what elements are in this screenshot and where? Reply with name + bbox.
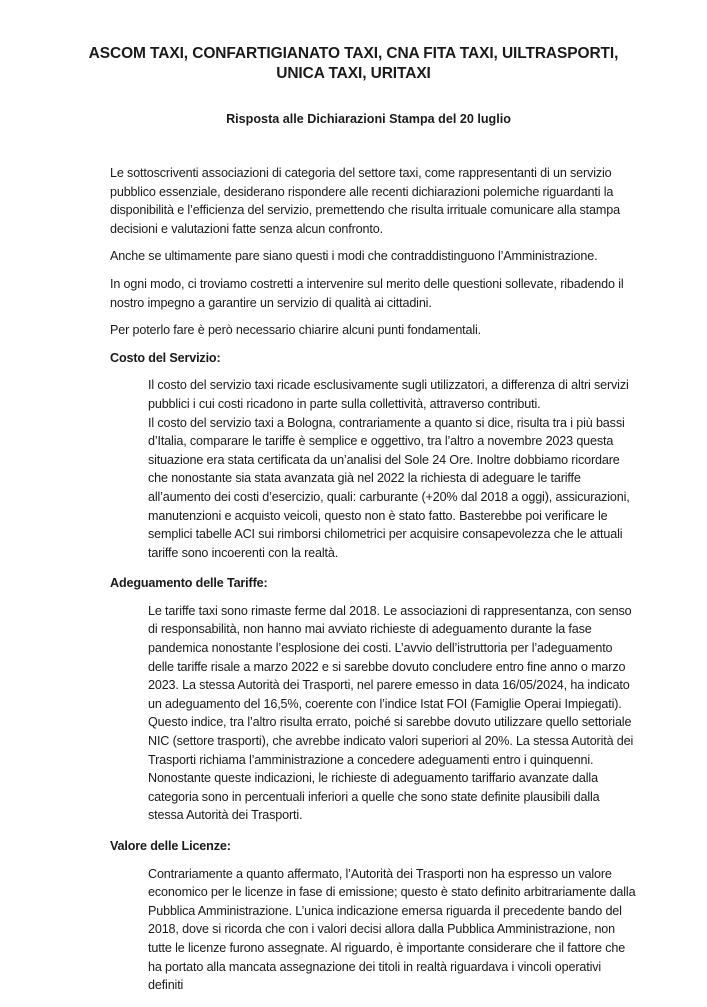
section-content [148, 376, 638, 562]
section-costo-servizio [110, 349, 630, 563]
intro-paragraph-1: Le sottoscriventi associazioni di categoria del settore taxi, come rappresentanti di un servizio pubblico essenziale, desiderano rispondere alle recenti dichiarazioni polemiche riguardanti la disponibilità e l’efficienza del servizio, premettendo che risulta irrituale comunicare alla stampa decisioni e valutazioni fatte senza alcun confronto. [110, 166, 620, 236]
section-paragraph: Le tariffe taxi sono rimaste ferme dal 2018. Le associazioni di rappresentanza, con senso di responsabilità, non hanno mai avviato richieste di adeguamento durante la fase pandemica nonostante l’esplosione dei costi. L’avvio dell’istruttoria per l’adeguamento delle tariffe risale a marzo 2022 e si sarebbe dovuto concludere entro fine anno o marzo 2023. La stessa Autorità dei Trasporti, nel parere emesso in data 16/05/2024, ha indicato un adeguamento del 16,5%, coerente con l’indice Istat FOI (Famiglie Operai Impiegati). Questo indice, tra l’altro risulta errato, poiché si sarebbe dovuto utilizzare quello settoriale NIC (settore trasporti), che avrebbe indicato valori superiori al 20%. La stessa Autorità dei Trasporti richiama l’amministrazione a concedere adeguamenti entro i quinquenni. Nonostante queste indicazioni, le richieste di adeguamento tariffario avanzate dalla categoria sono in percentuali inferiori a quelle che sono state definite plausibili dalla stessa Autorità dei Trasporti. [148, 603, 634, 823]
section-content [148, 865, 638, 995]
title-line-1: ASCOM TAXI, CONFARTIGIANATO TAXI, CNA FITA TAXI, UILTRASPORTI, [88, 45, 619, 62]
document-body [110, 164, 636, 1007]
section-paragraph: Contrariamente a quanto affermato, l’Autorità dei Trasporti non ha espresso un valore economico per le licenze in fase di emissione; questo è stato definito arbitrariamente dalla Pubblica Amministrazione. L’unica indicazione emersa riguarda il precedente bando del 2018, dove si ricorda che con i valori decisi allora dalla Pubblica Amministrazione, non tutte le licenze furono assegnate. Al riguardo, è importante considerare che il fattore che ha portato alla mancata assegnazione dei titoli in realtà riguardava i vincoli operativi definiti [148, 866, 636, 993]
title-line-2: UNICA TAXI, URITAXI [276, 65, 431, 82]
section-heading: Costo del Servizio: [110, 350, 221, 365]
section-paragraph: Il costo del servizio taxi a Bologna, contrariamente a quanto si dice, risulta tra i più bassi d’Italia, comparare le tariffe è semplice e oggettivo, tra l’altro a novembre 2023 questa situazione era stata certificata da un’analisi del Sole 24 Ore. Inoltre dobbiamo ricordare che nonostante sia stata avanzata già nel 2022 la richiesta di adeguare le tariffe all’aumento dei costi d’esercizio, quali: carburante (+20% dal 2018 a oggi), assicurazioni, manutenzioni e acquisto veicoli, questo non è stato fatto. Basterebbe poi verificare le semplici tabelle ACI sui rimborsi chilometrici per acquisire consapevolezza che le attuali tariffe sono incoerenti con la realtà. [148, 415, 630, 560]
section-paragraph: Il costo del servizio taxi ricade esclusivamente sugli utilizzatori, a differenza di altri servizi pubblici i cui costi ricadono in parte sulla collettività, attraverso contributi. [148, 378, 629, 411]
document-title [60, 44, 647, 84]
section-heading: Valore delle Licenze: [110, 839, 231, 853]
section-adeguamento-tariffe [110, 574, 634, 825]
intro-paragraph-2: Anche se ultimamente pare siano questi i modi che contraddistinguono l’Amministrazione. [110, 249, 598, 264]
document-subtitle: Risposta alle Dichiarazioni Stampa del 20 luglio [226, 112, 511, 126]
intro-paragraph-3: In ogni modo, ci troviamo costretti a intervenire sul merito delle questioni sollevate, ribadendo il nostro impegno a garantire un servizio di qualità ai cittadini. [110, 276, 624, 310]
section-valore-licenze [110, 837, 636, 995]
intro-paragraph-4: Per poterlo fare è però necessario chiarire alcuni punti fondamentali. [110, 323, 482, 338]
section-content [148, 602, 638, 825]
section-heading: Adeguamento delle Tariffe: [110, 576, 268, 591]
